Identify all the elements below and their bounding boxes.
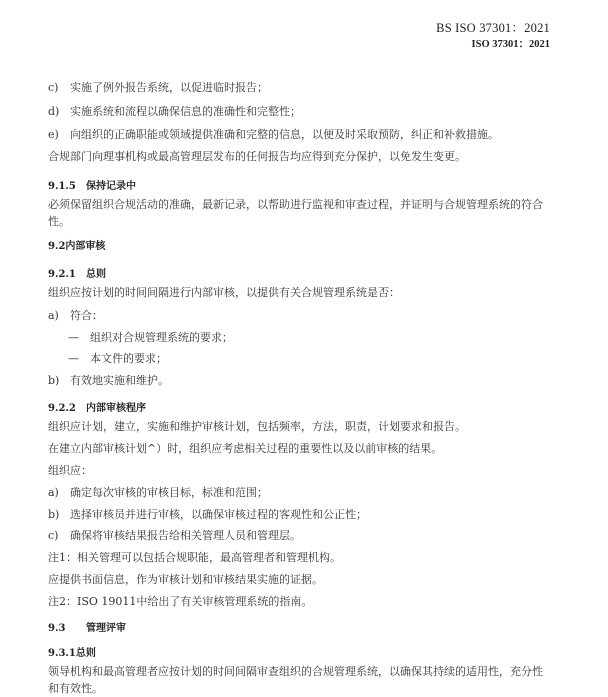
list-label: d): [48, 105, 60, 118]
section-9-2-1-heading: [48, 266, 568, 283]
dash-marker: —: [68, 352, 79, 365]
list-label: a): [48, 309, 59, 322]
list-text: 确保将审核结果报告给相关管理人员和管理层。: [70, 529, 301, 542]
paragraph-922c: 组织应：: [48, 464, 92, 477]
note-1: 注1：相关管理可以包括合规职能，最高管理者和管理机构。: [48, 551, 341, 564]
list-text: 向组织的正确职能或领域提供准确和完整的信息，以便及时采取预防，纠正和补救措施。: [70, 128, 499, 141]
list-item: [48, 126, 568, 143]
section-title: 保持记录中: [86, 181, 136, 192]
paragraph-evidence: 应提供书面信息，作为审核计划和审核结果实施的证据。: [48, 573, 323, 586]
section-number: 9.2.2: [48, 403, 76, 414]
list-item: [48, 484, 568, 501]
section-9-2-2-heading: [48, 400, 568, 417]
section-title: 内部审核程序: [86, 403, 146, 414]
section-9-3-heading: [48, 620, 568, 637]
list-item: [48, 527, 568, 544]
section-9-2-heading: 9.2内部审核: [48, 241, 106, 252]
list-label: c): [48, 529, 59, 542]
standard-header-line1: BS ISO 37301：2021: [436, 21, 550, 35]
dash-marker: —: [68, 331, 79, 344]
list-label: c): [48, 81, 59, 94]
list-item: [48, 506, 568, 523]
list-item: [48, 372, 568, 389]
note-2: 注2：ISO 19011中给出了有关审核管理系统的指南。: [48, 595, 313, 608]
section-number: 9.3: [48, 623, 66, 634]
paragraph-921: 组织应按计划的时间间隔进行内部审核，以提供有关合规管理系统是否：: [48, 286, 400, 299]
paragraph-922b: 在建立内部审核计划^）时，组织应考虑相关过程的重要性以及以前审核的结果。: [48, 442, 443, 455]
list-item: [48, 103, 568, 120]
list-text: 确定每次审核的审核目标，标准和范围；: [70, 486, 268, 499]
list-text: 有效地实施和维护。: [70, 374, 169, 387]
dash-item: [68, 350, 588, 367]
list-text: 选择审核员并进行审核，以确保审核过程的客观性和公正性；: [70, 508, 367, 521]
section-number: 9.1.5: [48, 181, 76, 192]
list-item: [48, 307, 568, 324]
paragraph-931: 领导机构和最高管理者应按计划的时间间隔审查组织的合规管理系统，以确保其持续的适用性，充分性和有效性。: [48, 665, 543, 695]
list-label: e): [48, 128, 59, 141]
section-title: 总则: [86, 269, 106, 280]
list-text: 实施系统和流程以确保信息的准确性和完整性；: [70, 105, 301, 118]
section-9-3-1-heading: 9.3.1总则: [48, 648, 96, 659]
standard-header-line2: ISO 37301：2021: [471, 39, 550, 50]
list-text: 实施了例外报告系统，以促进临时报告；: [70, 81, 268, 94]
list-label: b): [48, 374, 60, 387]
paragraph-protection: 合规部门向理事机构或最高管理层发布的任何报告均应得到充分保护，以免发生变更。: [48, 150, 466, 163]
dash-text: 本文件的要求；: [90, 352, 167, 365]
dash-item: [68, 329, 588, 346]
list-label: a): [48, 486, 59, 499]
list-item: [48, 79, 568, 96]
list-label: b): [48, 508, 60, 521]
paragraph-922a: 组织应计划，建立，实施和维护审核计划，包括频率，方法，职责，计划要求和报告。: [48, 420, 466, 433]
section-number: 9.2.1: [48, 269, 76, 280]
list-text: 符合：: [70, 309, 103, 322]
dash-text: 组织对合规管理系统的要求；: [90, 331, 233, 344]
section-9-1-5-heading: [48, 178, 568, 195]
section-title: 管理评审: [86, 623, 126, 634]
paragraph-records: 必须保留组织合规活动的准确，最新记录，以帮助进行监视和审查过程，并证明与合规管理系统的符合性。: [48, 198, 543, 228]
